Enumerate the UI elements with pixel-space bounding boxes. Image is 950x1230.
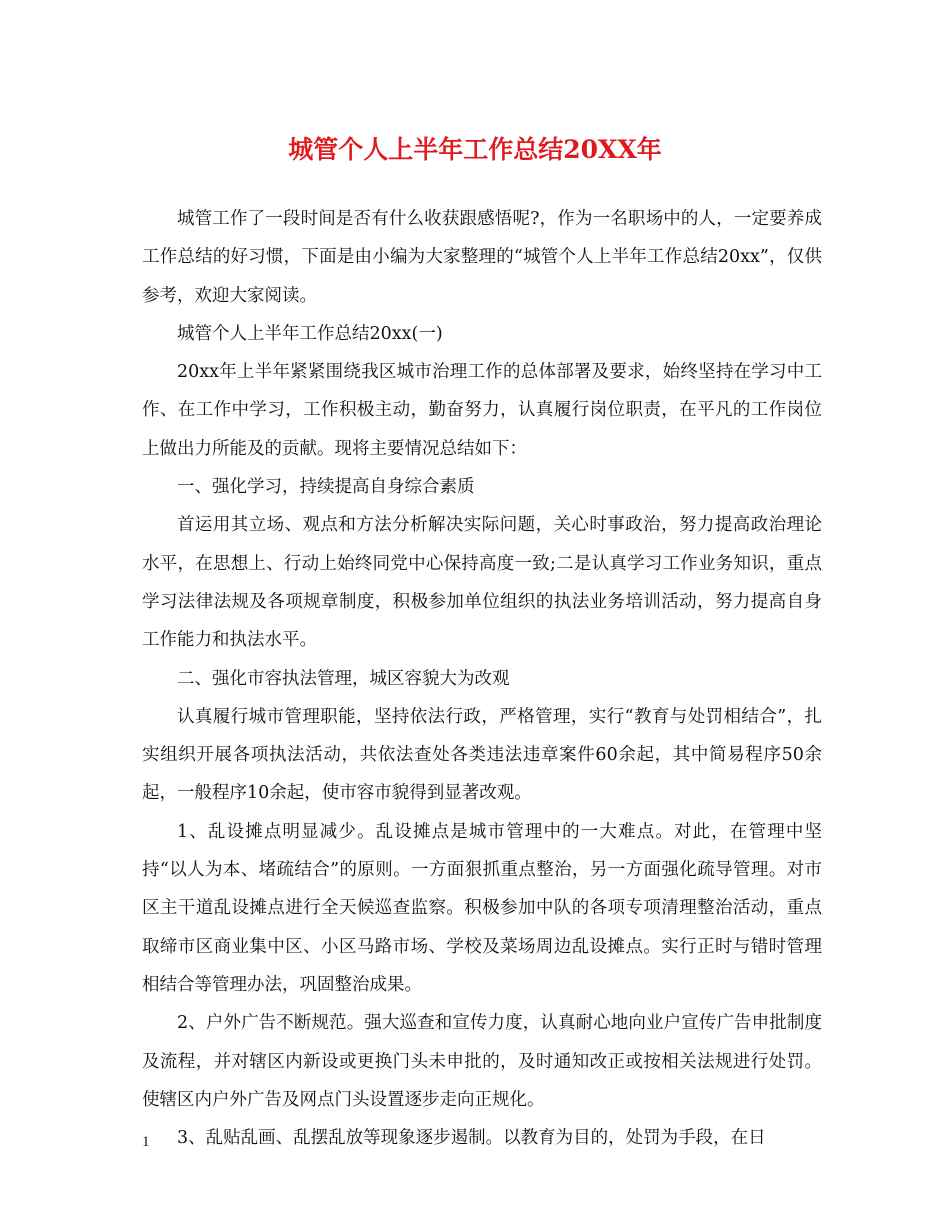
heading-section-1: 一、强化学习，持续提高自身综合素质 [177,477,475,498]
paragraph-item-3: 3、乱贴乱画、乱摆乱放等现象逐步遏制。以教育为目的，处罚为手段，在日 [177,1128,766,1149]
paragraph-section-2: 认真履行城市管理职能，坚持依法行政，严格管理，实行“教育与处罚相结合”，扎实组织开展各项执法活动，共依法查处各类违法违章案件60余起，其中简易程序50余起，一般程序10余起，使市容市貌得到显著改观。 [142,706,822,804]
document-title: 城管个人上半年工作总结20XX年 [288,135,662,164]
page-number: 1 [142,1134,150,1150]
document-body [142,200,822,1157]
paragraph-item-2: 2、户外广告不断规范。强大巡查和宣传力度，认真耐心地向业户宣传广告申批制度及流程，并对辖区内新设或更换门头未申批的，及时通知改正或按相关法规进行处罚。使辖区内户外广告及网点门头设置逐步走向正规化。 [142,1013,822,1110]
heading-section-2: 二、强化市容执法管理，城区容貌大为改观 [177,668,510,689]
paragraph-item-1: 1、乱设摊点明显减少。乱设摊点是城市管理中的一大难点。对此，在管理中坚持“以人为本、堵疏结合”的原则。一方面狠抓重点整治，另一方面强化疏导管理。对市区主干道乱设摊点进行全天候巡查监察。积极参加中队的各项专项清理整治活动，重点取缔市区商业集中区、小区马路市场、学校及菜场周边乱设摊点。实行正时与错时管理相结合等管理办法，巩固整治成果。 [142,821,822,995]
paragraph-section-1: 首运用其立场、观点和方法分析解决实际问题，关心时事政治，努力提高政治理论水平，在思想上、行动上始终同党中心保持高度一致;二是认真学习工作业务知识，重点学习法律法规及各项规章制度，积极参加单位组织的执法业务培训活动，努力提高自身工作能力和执法水平。 [142,515,822,651]
paragraph-intro: 城管工作了一段时间是否有什么收获跟感悟呢?，作为一名职场中的人，一定要养成工作总结的好习惯，下面是由小编为大家整理的“城管个人上半年工作总结20xx”，仅供参考，欢迎大家阅读。 [142,209,822,306]
paragraph-overview: 20xx年上半年紧紧围绕我区城市治理工作的总体部署及要求，始终坚持在学习中工作、在工作中学习，工作积极主动，勤奋努力，认真履行岗位职责，在平凡的工作岗位上做出力所能及的贡献。现将主要情况总结如下： [142,362,822,459]
paragraph-subtitle: 城管个人上半年工作总结20xx(一) [177,323,443,344]
